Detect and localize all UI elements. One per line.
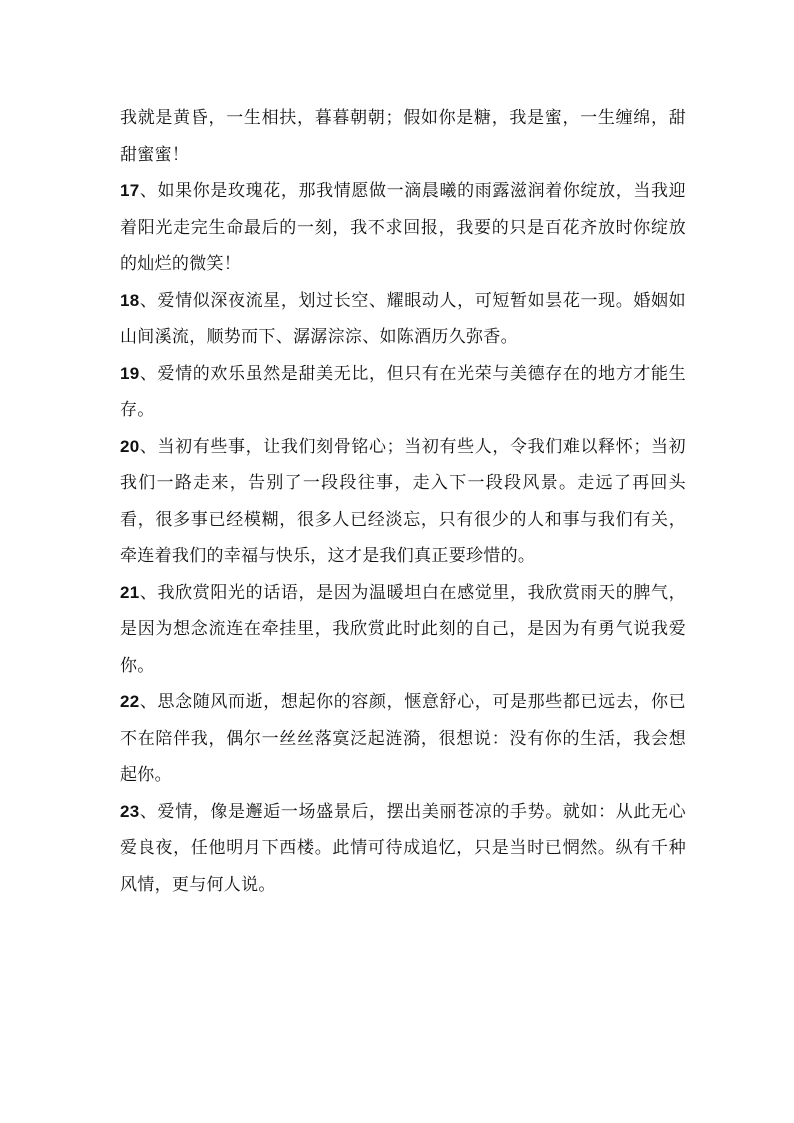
paragraph-number: 17 xyxy=(120,181,140,200)
paragraph-text: 、如果你是玫瑰花，那我情愿做一滴晨曦的雨露滋润着你绽放，当我迎着阳光走完生命最后的一刻，我不求回报，我要的只是百花齐放时你绽放的灿烂的微笑！ xyxy=(120,181,686,274)
paragraph-text: 我就是黄昏，一生相扶，暮暮朝朝；假如你是糖，我是蜜，一生缠绵，甜甜蜜蜜！ xyxy=(120,108,686,165)
paragraph-19 xyxy=(120,356,686,429)
paragraph-17 xyxy=(120,173,686,283)
paragraph-text: 、爱情似深夜流星，划过长空、耀眼动人，可短暂如昙花一现。婚姻如山间溪流，顺势而下、潺潺淙淙、如陈酒历久弥香。 xyxy=(120,290,686,347)
paragraph-22 xyxy=(120,684,686,794)
paragraph-continuation xyxy=(120,100,686,173)
paragraph-text: 、爱情的欢乐虽然是甜美无比，但只有在光荣与美德存在的地方才能生存。 xyxy=(120,363,686,420)
paragraph-number: 19 xyxy=(120,363,140,383)
paragraph-text: 、思念随风而逝，想起你的容颜，惬意舒心，可是那些都已远去，你已不在陪伴我，偶尔一丝丝落寞泛起涟漪，很想说：没有你的生活，我会想起你。 xyxy=(120,692,686,785)
paragraph-18 xyxy=(120,283,686,356)
paragraph-21 xyxy=(120,575,686,685)
paragraph-20 xyxy=(120,429,686,575)
paragraph-text: 、当初有些事，让我们刻骨铭心；当初有些人，令我们难以释怀；当初我们一路走来，告别了一段段往事，走入下一段段风景。走远了再回头看，很多事已经模糊，很多人已经淡忘，只有很少的人和事与我们有关，牵连着我们的幸福与快乐，这才是我们真正要珍惜的。 xyxy=(120,436,686,566)
paragraph-number: 20 xyxy=(120,436,140,456)
paragraph-text: 、爱情，像是邂逅一场盛景后，摆出美丽苍凉的手势。就如：从此无心爱良夜，任他明月下西楼。此情可待成追忆，只是当时已惘然。纵有千种风情，更与何人说。 xyxy=(120,801,686,895)
paragraph-number: 22 xyxy=(120,692,140,711)
paragraph-23 xyxy=(120,794,686,904)
paragraph-text: 、我欣赏阳光的话语，是因为温暖坦白在感觉里，我欣赏雨天的脾气，是因为想念流连在牵挂里，我欣赏此时此刻的自己，是因为有勇气说我爱你。 xyxy=(120,582,686,676)
paragraph-number: 21 xyxy=(120,582,140,602)
paragraph-number: 23 xyxy=(120,801,140,821)
paragraph-number: 18 xyxy=(120,290,140,310)
document-body xyxy=(120,100,686,903)
